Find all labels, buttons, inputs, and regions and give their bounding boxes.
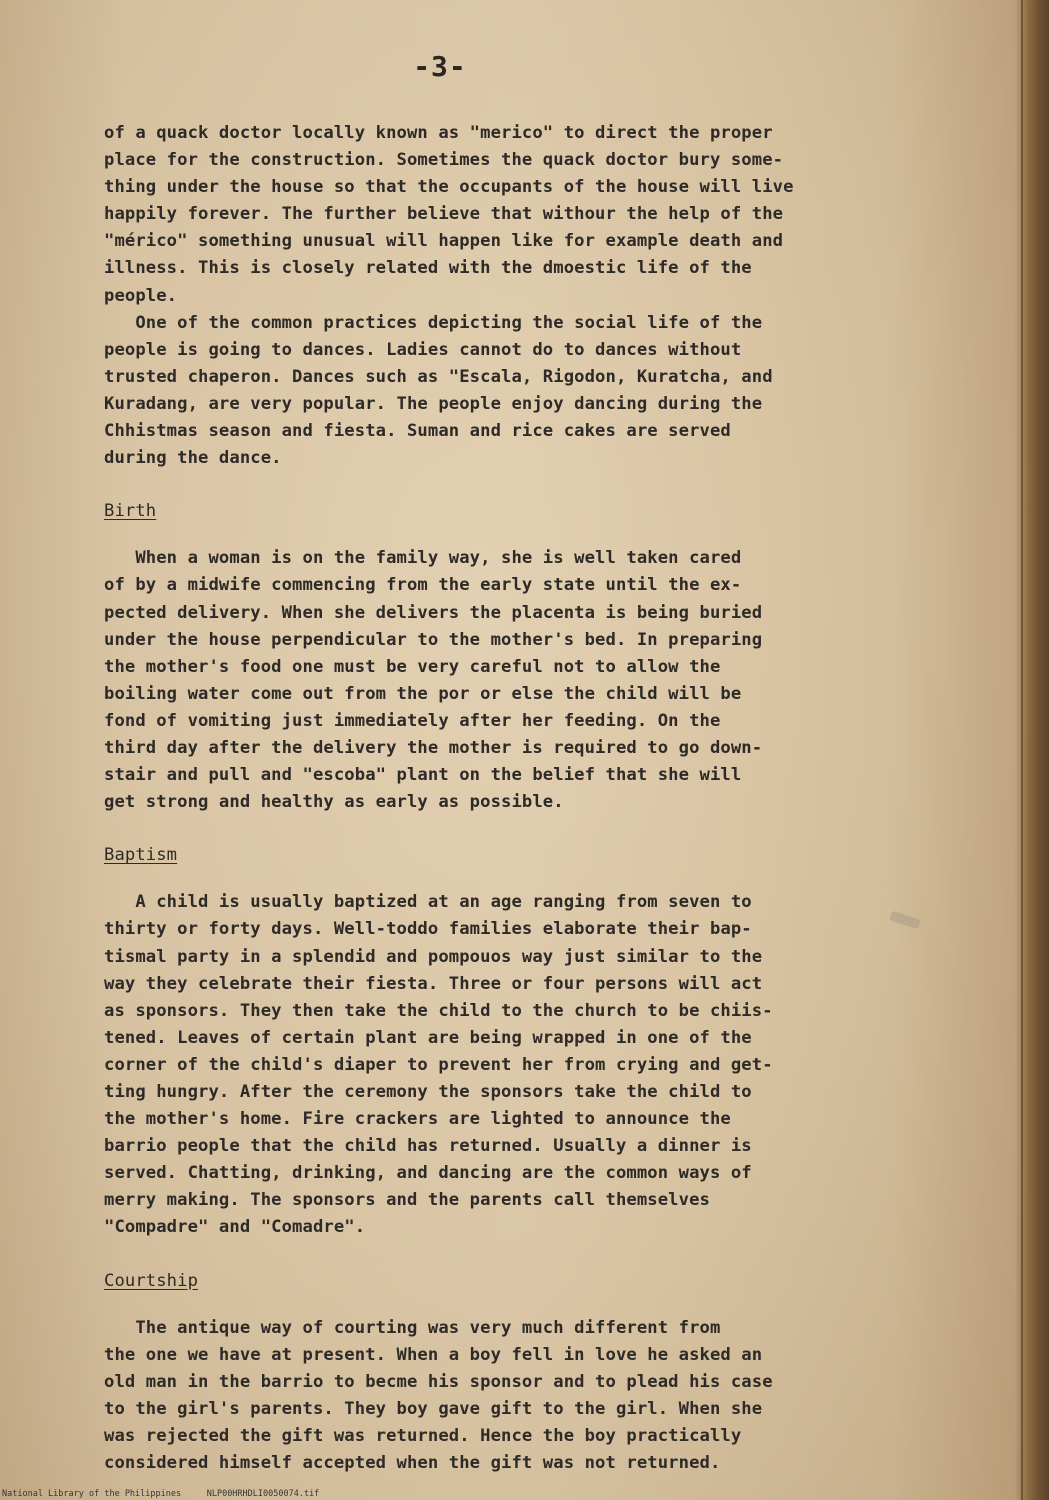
page-number: -3-: [413, 50, 467, 83]
text-line: as sponsors. They then take the child to the church to be chiis-: [104, 1000, 773, 1021]
text-line: illness. This is closely related with the dmoestic life of the: [104, 258, 752, 279]
document-body: [104, 120, 934, 1477]
text-line: third day after the delivery the mother is required to go down-: [104, 737, 763, 758]
text-line: during the dance.: [104, 448, 282, 469]
text-line: tened. Leaves of certain plant are being wrapped in one of the: [104, 1027, 752, 1048]
text-line: considered himself accepted when the gift was not returned.: [104, 1453, 721, 1474]
text-line: to the girl's parents. They boy gave gift to the girl. When she: [104, 1398, 763, 1419]
text-line: A child is usually baptized at an age ranging from seven to: [104, 892, 752, 913]
scan-footer: [2, 1489, 319, 1499]
paragraph-dances: [104, 310, 934, 473]
text-line: was rejected the gift was returned. Hence the boy practically: [104, 1426, 742, 1447]
text-line: of a quack doctor locally known as "merico" to direct the proper: [104, 123, 773, 143]
text-line: trusted chaperon. Dances such as "Escala, Rigodon, Kuratcha, and: [104, 366, 773, 387]
text-line: merry making. The sponsors and the parents call themselves: [104, 1190, 710, 1211]
book-spine-edge: [1021, 0, 1023, 1500]
section-heading-birth: Birth: [104, 501, 157, 522]
section-birth: [104, 545, 934, 816]
text-line: The antique way of courting was very much different from: [104, 1317, 721, 1338]
file-id: NLP00HRHDLI0050074.tif: [206, 1489, 320, 1499]
text-line: pected delivery. When she delivers the placenta is being buried: [104, 602, 763, 623]
text-line: Kuradang, are very popular. The people enjoy dancing during the: [104, 393, 763, 414]
text-line: fond of vomiting just immediately after her feeding. On the: [104, 710, 721, 731]
text-line: barrio people that the child has returned. Usually a dinner is: [104, 1136, 752, 1157]
library-name: National Library of the Philippines: [2, 1489, 182, 1499]
text-line: corner of the child's diaper to prevent her from crying and get-: [104, 1054, 773, 1075]
section-heading-baptism: Baptism: [104, 845, 178, 866]
text-line: stair and pull and "escoba" plant on the belief that she will: [104, 765, 742, 786]
text-line: boiling water come out from the por or else the child will be: [104, 683, 742, 704]
section-baptism: [104, 889, 934, 1241]
text-line: the mother's food one must be very careful not to allow the: [104, 656, 721, 677]
paragraph-intro: [104, 120, 934, 310]
text-line: happily forever. The further believe that withour the help of the: [104, 204, 784, 225]
text-line: thing under the house so that the occupants of the house will live: [104, 177, 794, 198]
text-line: way they celebrate their fiesta. Three or four persons will act: [104, 973, 763, 994]
section-heading-courtship: Courtship: [104, 1270, 199, 1291]
text-line: Chhistmas season and fiesta. Suman and rice cakes are served: [104, 421, 731, 442]
section-courtship: [104, 1315, 934, 1478]
text-line: old man in the barrio to becme his sponsor and to plead his case: [104, 1371, 773, 1392]
text-line: the mother's home. Fire crackers are lighted to announce the: [104, 1109, 731, 1130]
text-line: of by a midwife commencing from the early state until the ex-: [104, 575, 742, 596]
text-line: people is going to dances. Ladies cannot do to dances without: [104, 339, 742, 360]
text-line: ting hungry. After the ceremony the sponsors take the child to: [104, 1082, 752, 1102]
text-line: get strong and healthy as early as possible.: [104, 792, 564, 813]
text-line: "mérico" something unusual will happen like for example death and: [104, 231, 784, 252]
text-line: place for the construction. Sometimes the quack doctor bury some-: [104, 150, 784, 171]
text-line: When a woman is on the family way, she is well taken cared: [104, 548, 742, 569]
text-line: served. Chatting, drinking, and dancing are the common ways of: [104, 1163, 752, 1184]
text-line: the one we have at present. When a boy fell in love he asked an: [104, 1344, 763, 1365]
text-line: "Compadre" and "Comadre".: [104, 1217, 366, 1238]
text-line: One of the common practices depicting the social life of the: [104, 312, 763, 333]
text-line: people.: [104, 285, 178, 306]
text-line: under the house perpendicular to the mother's bed. In preparing: [104, 629, 763, 650]
text-line: tismal party in a splendid and pompouos way just similar to the: [104, 946, 763, 967]
text-line: thirty or forty days. Well-toddo families elaborate their bap-: [104, 919, 752, 940]
